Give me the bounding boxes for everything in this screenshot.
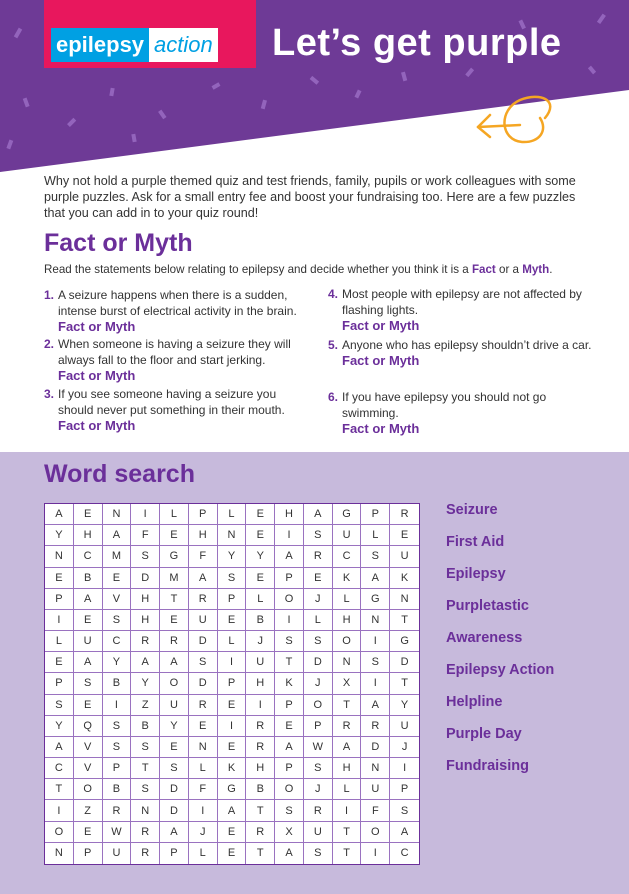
question-3 [44, 386, 314, 434]
grid-cell[interactable]: A [275, 843, 304, 864]
grid-cell[interactable]: N [131, 800, 160, 821]
grid-cell[interactable]: P [390, 779, 419, 800]
grid-cell[interactable]: T [333, 843, 362, 864]
grid-cell[interactable]: S [131, 779, 160, 800]
grid-cell[interactable]: P [275, 695, 304, 716]
grid-cell[interactable]: R [304, 546, 333, 567]
grid-cell[interactable]: R [246, 737, 275, 758]
grid-cell[interactable]: I [361, 843, 390, 864]
grid-cell[interactable]: R [390, 504, 419, 525]
grid-cell[interactable]: S [189, 652, 218, 673]
grid-cell[interactable]: I [275, 610, 304, 631]
grid-cell[interactable]: I [246, 695, 275, 716]
grid-cell[interactable]: A [189, 568, 218, 589]
grid-cell[interactable]: E [45, 652, 74, 673]
grid-cell[interactable]: P [218, 589, 247, 610]
grid-cell[interactable]: R [189, 695, 218, 716]
grid-cell[interactable]: F [189, 779, 218, 800]
grid-cell[interactable]: L [246, 589, 275, 610]
grid-cell[interactable]: R [304, 800, 333, 821]
grid-cell[interactable]: S [103, 737, 132, 758]
grid-cell[interactable]: S [304, 631, 333, 652]
grid-cell[interactable]: T [246, 800, 275, 821]
grid-cell[interactable]: I [45, 610, 74, 631]
grid-cell[interactable]: Y [246, 546, 275, 567]
fact-or-myth-heading: Fact or Myth [44, 229, 193, 257]
grid-cell[interactable]: K [218, 758, 247, 779]
grid-cell[interactable]: D [390, 652, 419, 673]
grid-cell[interactable]: E [74, 504, 103, 525]
grid-cell[interactable]: A [275, 546, 304, 567]
grid-cell[interactable]: C [333, 546, 362, 567]
grid-cell[interactable]: D [361, 737, 390, 758]
grid-cell[interactable]: N [103, 504, 132, 525]
grid-cell[interactable]: O [275, 779, 304, 800]
grid-cell[interactable]: P [304, 716, 333, 737]
grid-cell[interactable]: S [131, 546, 160, 567]
grid-cell[interactable]: U [103, 843, 132, 864]
grid-cell[interactable]: H [333, 610, 362, 631]
grid-cell[interactable]: R [103, 800, 132, 821]
grid-cell[interactable]: M [160, 568, 189, 589]
word-list-item: Seizure [446, 502, 498, 518]
grid-cell[interactable]: I [333, 800, 362, 821]
grid-cell[interactable]: Q [74, 716, 103, 737]
grid-cell[interactable]: V [74, 758, 103, 779]
grid-cell[interactable]: O [361, 822, 390, 843]
fact-or-myth-instruction: Read the statements below relating to epilepsy and decide whether you think it is a Fact or a Myth. [44, 263, 553, 276]
word-search-grid [44, 503, 420, 865]
grid-cell[interactable]: H [131, 610, 160, 631]
grid-cell[interactable]: E [160, 610, 189, 631]
grid-cell[interactable]: E [218, 610, 247, 631]
grid-cell[interactable]: C [45, 758, 74, 779]
grid-cell[interactable]: N [189, 737, 218, 758]
grid-cell[interactable]: S [390, 800, 419, 821]
grid-cell[interactable]: L [218, 504, 247, 525]
grid-cell[interactable]: E [74, 695, 103, 716]
grid-cell[interactable]: D [131, 568, 160, 589]
grid-cell[interactable]: T [160, 589, 189, 610]
grid-cell[interactable]: H [189, 525, 218, 546]
grid-cell[interactable]: H [131, 589, 160, 610]
grid-cell[interactable]: S [304, 758, 333, 779]
grid-cell[interactable]: N [218, 525, 247, 546]
grid-cell[interactable]: I [218, 716, 247, 737]
question-number: 1. [44, 288, 55, 302]
grid-cell[interactable]: E [160, 737, 189, 758]
grid-cell[interactable]: C [400, 847, 409, 860]
question-text: Most people with epilepsy are not affected by flashing lights. [342, 287, 582, 317]
grid-cell[interactable]: I [218, 652, 247, 673]
grid-cell[interactable]: S [103, 716, 132, 737]
grid-cell[interactable]: M [103, 546, 132, 567]
grid-cell[interactable]: O [160, 673, 189, 694]
fact-or-myth-answer: Fact or Myth [342, 421, 420, 436]
grid-cell[interactable]: A [74, 589, 103, 610]
grid-cell[interactable]: N [45, 843, 74, 864]
grid-cell[interactable]: E [246, 568, 275, 589]
grid-cell[interactable]: Y [160, 716, 189, 737]
grid-cell[interactable]: G [333, 504, 362, 525]
grid-cell[interactable]: H [246, 673, 275, 694]
grid-cell[interactable]: S [160, 758, 189, 779]
grid-cell[interactable]: B [246, 779, 275, 800]
grid-cell[interactable]: J [304, 673, 333, 694]
grid-cell[interactable]: E [390, 525, 419, 546]
grid-cell[interactable]: A [333, 737, 362, 758]
logo-text-action: action [149, 28, 218, 62]
grid-cell[interactable]: D [189, 673, 218, 694]
grid-cell[interactable]: D [160, 779, 189, 800]
grid-cell[interactable]: E [218, 695, 247, 716]
grid-cell[interactable]: P [218, 673, 247, 694]
grid-cell[interactable]: Y [103, 652, 132, 673]
grid-cell[interactable]: O [333, 631, 362, 652]
grid-cell[interactable]: S [45, 695, 74, 716]
grid-cell[interactable]: I [361, 631, 390, 652]
grid-cell[interactable]: U [361, 779, 390, 800]
grid-cell[interactable]: S [361, 652, 390, 673]
question-6 [328, 389, 598, 437]
grid-cell[interactable]: L [333, 589, 362, 610]
grid-cell[interactable]: Y [131, 673, 160, 694]
grid-cell[interactable]: O [275, 589, 304, 610]
fact-or-myth-answer: Fact or Myth [58, 418, 136, 433]
grid-cell[interactable]: A [74, 652, 103, 673]
grid-cell[interactable]: H [246, 758, 275, 779]
question-2 [44, 336, 314, 384]
grid-cell[interactable]: A [304, 504, 333, 525]
grid-cell[interactable]: S [131, 737, 160, 758]
question-5 [328, 337, 598, 369]
grid-cell[interactable]: A [45, 504, 74, 525]
grid-cell[interactable]: J [189, 822, 218, 843]
grid-cell[interactable]: O [45, 822, 74, 843]
fact-or-myth-answer: Fact or Myth [342, 353, 420, 368]
grid-cell[interactable]: B [131, 716, 160, 737]
grid-cell[interactable]: R [361, 716, 390, 737]
grid-cell[interactable]: V [74, 737, 103, 758]
grid-cell[interactable]: S [74, 673, 103, 694]
grid-cell[interactable]: H [74, 525, 103, 546]
grid-cell[interactable]: Y [218, 546, 247, 567]
grid-cell[interactable]: G [361, 589, 390, 610]
grid-cell[interactable]: Z [131, 695, 160, 716]
grid-cell[interactable]: U [390, 716, 419, 737]
grid-cell[interactable]: A [218, 800, 247, 821]
grid-cell[interactable]: J [304, 779, 333, 800]
grid-cell[interactable]: I [131, 504, 160, 525]
grid-cell[interactable]: P [275, 758, 304, 779]
intro-paragraph: Why not hold a purple themed quiz and test friends, family, pupils or work colleagues with some purple puzzles. Ask for a small entry fee and boost your fundraising too. Here are a few puzzles that you can add in to your quiz round! [44, 174, 576, 220]
grid-cell[interactable]: E [103, 568, 132, 589]
grid-cell[interactable]: G [390, 631, 419, 652]
grid-cell[interactable]: A [45, 737, 74, 758]
grid-cell[interactable]: A [390, 822, 419, 843]
fact-or-myth-answer: Fact or Myth [58, 368, 136, 383]
grid-cell[interactable]: K [390, 568, 419, 589]
grid-cell[interactable]: S [275, 631, 304, 652]
grid-cell[interactable]: A [361, 568, 390, 589]
grid-cell[interactable]: L [304, 610, 333, 631]
grid-cell[interactable]: P [45, 589, 74, 610]
grid-cell[interactable]: A [103, 525, 132, 546]
grid-cell[interactable]: A [160, 822, 189, 843]
grid-cell[interactable]: E [74, 822, 103, 843]
grid-cell[interactable]: I [103, 695, 132, 716]
grid-cell[interactable]: R [246, 716, 275, 737]
grid-cell[interactable]: H [333, 758, 362, 779]
grid-cell[interactable]: G [218, 779, 247, 800]
grid-cell[interactable]: Y [45, 716, 74, 737]
grid-cell[interactable]: K [275, 673, 304, 694]
grid-cell[interactable]: T [390, 673, 419, 694]
grid-cell[interactable]: R [246, 822, 275, 843]
grid-cell[interactable]: O [74, 779, 103, 800]
word-list-item: Epilepsy Action [446, 662, 555, 678]
grid-cell[interactable]: N [361, 610, 390, 631]
question-number: 3. [44, 387, 55, 401]
question-text: If you see someone having a seizure you should never put something in their mouth. [58, 387, 285, 417]
grid-cell[interactable]: R [131, 631, 160, 652]
grid-cell[interactable]: N [333, 652, 362, 673]
grid-cell[interactable]: B [74, 568, 103, 589]
word-list [446, 501, 554, 789]
grid-cell[interactable]: U [189, 610, 218, 631]
grid-cell[interactable]: R [160, 631, 189, 652]
grid-cell[interactable]: U [160, 695, 189, 716]
grid-cell[interactable]: E [45, 568, 74, 589]
grid-cell[interactable]: I [275, 525, 304, 546]
grid-cell[interactable]: F [131, 525, 160, 546]
grid-cell[interactable]: O [304, 695, 333, 716]
grid-cell[interactable]: Y [45, 525, 74, 546]
grid-cell[interactable]: T [131, 758, 160, 779]
grid-cell[interactable]: R [189, 589, 218, 610]
grid-cell[interactable]: B [103, 673, 132, 694]
question-1 [44, 287, 314, 335]
fact-or-myth-answer: Fact or Myth [58, 319, 136, 334]
grid-cell[interactable]: W [103, 822, 132, 843]
grid-cell[interactable]: T [333, 822, 362, 843]
word-list-item: Fundraising [446, 758, 529, 774]
grid-cell[interactable]: S [218, 568, 247, 589]
grid-cell[interactable]: R [131, 822, 160, 843]
word-list-item: Purpletastic [446, 598, 529, 614]
grid-cell[interactable]: V [103, 589, 132, 610]
grid-cell[interactable]: D [189, 631, 218, 652]
grid-cell[interactable]: X [275, 822, 304, 843]
grid-cell[interactable]: P [160, 843, 189, 864]
grid-cell[interactable]: R [131, 843, 160, 864]
grid-cell[interactable]: S [304, 843, 333, 864]
grid-cell[interactable]: A [160, 652, 189, 673]
grid-cell[interactable]: P [45, 673, 74, 694]
grid-cell[interactable]: A [275, 737, 304, 758]
grid-cell[interactable]: A [131, 652, 160, 673]
grid-cell[interactable]: S [361, 546, 390, 567]
question-number: 4. [328, 287, 339, 301]
grid-cell[interactable]: L [45, 631, 74, 652]
logo-text-epilepsy: epilepsy [51, 28, 149, 62]
grid-cell[interactable]: Z [74, 800, 103, 821]
grid-cell[interactable]: W [304, 737, 333, 758]
grid-cell[interactable]: N [361, 758, 390, 779]
grid-cell[interactable]: F [361, 800, 390, 821]
grid-cell[interactable]: J [304, 589, 333, 610]
page-title: Let’s get purple [272, 22, 562, 64]
grid-cell[interactable]: E [304, 568, 333, 589]
grid-cell[interactable]: B [103, 779, 132, 800]
question-text: When someone is having a seizure they will always fall to the floor and start jerking. [58, 337, 291, 367]
question-text: Anyone who has epilepsy shouldn’t drive a car. [342, 338, 592, 352]
grid-cell[interactable]: U [304, 822, 333, 843]
grid-cell[interactable]: U [333, 525, 362, 546]
grid-cell[interactable]: I [45, 800, 74, 821]
grid-cell[interactable]: T [275, 652, 304, 673]
grid-cell[interactable]: L [189, 843, 218, 864]
grid-cell[interactable]: J [390, 737, 419, 758]
grid-cell[interactable]: L [361, 525, 390, 546]
grid-cell[interactable]: T [390, 610, 419, 631]
grid-cell[interactable]: S [103, 610, 132, 631]
grid-cell[interactable]: P [103, 758, 132, 779]
grid-cell[interactable]: U [390, 546, 419, 567]
grid-cell[interactable]: U [74, 631, 103, 652]
grid-cell[interactable]: E [218, 822, 247, 843]
word-search-heading: Word search [44, 460, 195, 488]
grid-cell[interactable]: N [390, 589, 419, 610]
grid-cell[interactable]: P [189, 504, 218, 525]
grid-cell[interactable]: B [246, 610, 275, 631]
hero-banner [0, 0, 629, 175]
grid-cell[interactable]: K [333, 568, 362, 589]
grid-cell[interactable]: S [275, 800, 304, 821]
grid-cell[interactable]: E [189, 716, 218, 737]
grid-cell[interactable]: H [275, 504, 304, 525]
word-list-item: First Aid [446, 534, 505, 550]
grid-cell[interactable]: E [160, 525, 189, 546]
grid-cell[interactable]: C [103, 631, 132, 652]
grid-cell[interactable]: L [333, 779, 362, 800]
grid-cell[interactable]: E [218, 843, 247, 864]
grid-cell[interactable]: L [189, 758, 218, 779]
grid-cell[interactable]: T [333, 695, 362, 716]
grid-cell[interactable]: E [218, 737, 247, 758]
word-list-item: Epilepsy [446, 566, 506, 582]
grid-cell[interactable]: D [160, 800, 189, 821]
grid-cell[interactable]: S [304, 525, 333, 546]
grid-cell[interactable]: F [189, 546, 218, 567]
question-4 [328, 286, 598, 334]
grid-cell[interactable]: P [361, 504, 390, 525]
grid-cell[interactable]: E [74, 610, 103, 631]
grid-cell[interactable]: T [246, 843, 275, 864]
grid-cell[interactable]: N [45, 546, 74, 567]
question-text: If you have epilepsy you should not go swimming. [342, 390, 547, 420]
grid-cell[interactable]: R [333, 716, 362, 737]
grid-cell[interactable]: J [246, 631, 275, 652]
question-number: 2. [44, 337, 55, 351]
question-text: A seizure happens when there is a sudden, intense burst of electrical activity in the brain. [58, 288, 297, 318]
grid-cell[interactable]: I [390, 758, 419, 779]
grid-cell[interactable]: X [333, 673, 362, 694]
grid-cell[interactable]: C [74, 546, 103, 567]
word-list-item: Purple Day [446, 726, 522, 742]
grid-cell[interactable]: I [361, 673, 390, 694]
fact-or-myth-answer: Fact or Myth [342, 318, 420, 333]
grid-cell[interactable]: L [160, 504, 189, 525]
word-list-item: Awareness [446, 630, 523, 646]
grid-cell[interactable]: Y [390, 695, 419, 716]
question-number: 5. [328, 338, 339, 352]
grid-cell[interactable]: U [246, 652, 275, 673]
grid-cell[interactable]: D [304, 652, 333, 673]
question-number: 6. [328, 390, 339, 404]
grid-cell[interactable]: I [189, 800, 218, 821]
word-list-item: Helpline [446, 694, 503, 710]
grid-cell[interactable]: P [74, 843, 103, 864]
grid-cell[interactable]: P [275, 568, 304, 589]
grid-cell[interactable]: L [218, 631, 247, 652]
grid-cell[interactable]: E [246, 525, 275, 546]
grid-cell[interactable]: T [45, 779, 74, 800]
grid-cell[interactable]: G [160, 546, 189, 567]
grid-cell[interactable]: A [361, 695, 390, 716]
grid-cell[interactable]: E [246, 504, 275, 525]
grid-cell[interactable]: E [275, 716, 304, 737]
epilepsy-action-logo [44, 0, 256, 68]
